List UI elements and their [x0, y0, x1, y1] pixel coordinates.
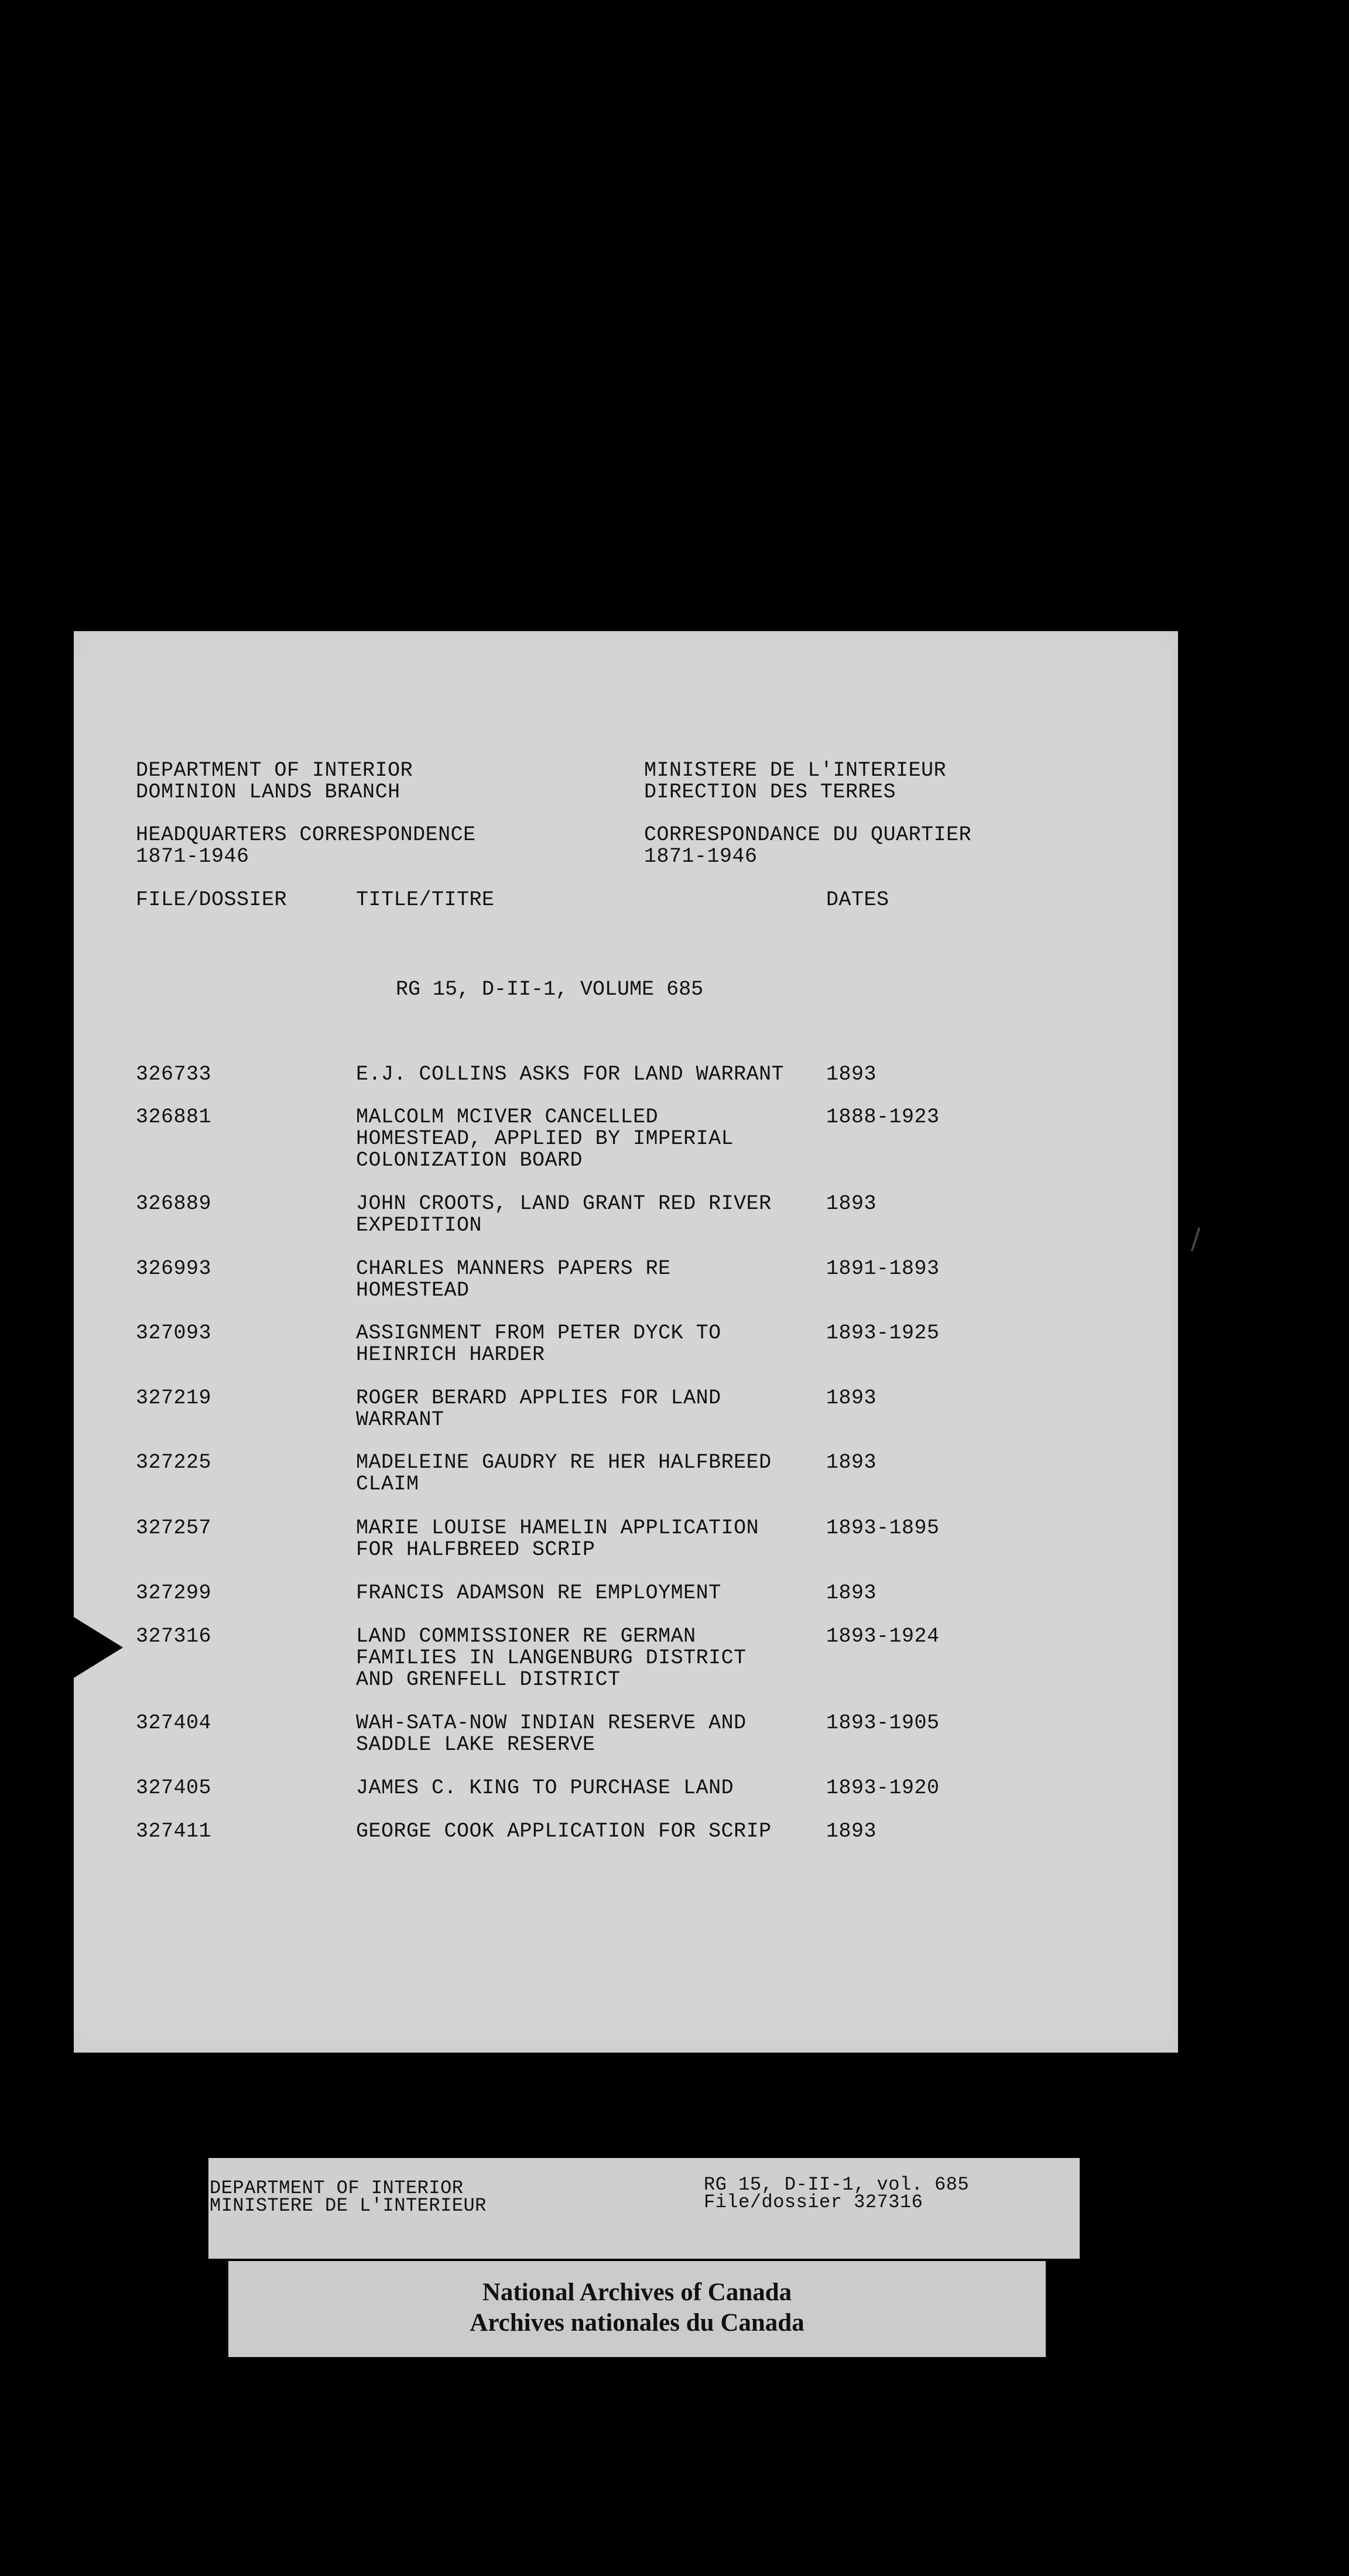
file-label-strip [208, 2158, 1080, 2259]
column-header-dates: DATES [826, 888, 889, 912]
row-file-number: 326881 [136, 1105, 212, 1129]
row-title-line: EXPEDITION [356, 1214, 482, 1237]
row-file-number: 327405 [136, 1776, 212, 1800]
row-title-line: JOHN CROOTS, LAND GRANT RED RIVER [356, 1192, 772, 1215]
branch-name-en: DOMINION LANDS BRANCH [136, 780, 400, 804]
file-label-file-number: File/dossier 327316 [704, 2191, 923, 2213]
row-title-line: HOMESTEAD [356, 1279, 470, 1302]
pen-mark [1191, 1227, 1201, 1251]
row-title-line: FOR HALFBREED SCRIP [356, 1538, 595, 1561]
series-title-en: HEADQUARTERS CORRESPONDENCE [136, 823, 476, 847]
file-label-dept-en: DEPARTMENT OF INTERIOR [210, 2177, 464, 2199]
row-title-line: WARRANT [356, 1408, 444, 1431]
row-title-line: MALCOLM MCIVER CANCELLED [356, 1105, 659, 1129]
row-title-line: FAMILIES IN LANGENBURG DISTRICT [356, 1646, 747, 1670]
row-title-line: CLAIM [356, 1472, 419, 1496]
row-title-line: FRANCIS ADAMSON RE EMPLOYMENT [356, 1581, 721, 1605]
row-title-line: HEINRICH HARDER [356, 1343, 545, 1366]
row-file-number: 327257 [136, 1516, 212, 1540]
row-file-number: 327404 [136, 1711, 212, 1735]
row-file-number: 327225 [136, 1451, 212, 1474]
archives-name-en: National Archives of Canada [482, 2279, 792, 2306]
row-title-line: GEORGE COOK APPLICATION FOR SCRIP [356, 1820, 772, 1843]
dept-name-en: DEPARTMENT OF INTERIOR [136, 759, 413, 782]
row-title-line: JAMES C. KING TO PURCHASE LAND [356, 1776, 734, 1800]
row-file-number: 327299 [136, 1581, 212, 1605]
row-dates: 1893 [826, 1063, 877, 1086]
row-dates: 1893 [826, 1451, 877, 1474]
row-file-number: 327411 [136, 1820, 212, 1843]
row-title-line: LAND COMMISSIONER RE GERMAN [356, 1625, 696, 1648]
row-file-number: 326889 [136, 1192, 212, 1215]
row-dates: 1893-1905 [826, 1711, 940, 1735]
row-dates: 1893-1925 [826, 1321, 940, 1345]
row-file-number: 326733 [136, 1063, 212, 1086]
page-notch [74, 1617, 123, 1678]
row-title-line: MARIE LOUISE HAMELIN APPLICATION [356, 1516, 759, 1540]
archives-stamp [228, 2261, 1046, 2357]
row-dates: 1893-1924 [826, 1625, 940, 1648]
row-file-number: 327093 [136, 1321, 212, 1345]
row-dates: 1893 [826, 1820, 877, 1843]
row-dates: 1891-1893 [826, 1257, 940, 1280]
column-header-title: TITLE/TITRE [356, 888, 495, 912]
file-label-dept-fr: MINISTERE DE L'INTERIEUR [210, 2195, 487, 2217]
row-title-line: COLONIZATION BOARD [356, 1149, 583, 1172]
row-dates: 1888-1923 [826, 1105, 940, 1129]
row-title-line: ASSIGNMENT FROM PETER DYCK TO [356, 1321, 721, 1345]
row-dates: 1893 [826, 1386, 877, 1410]
row-title-line: WAH-SATA-NOW INDIAN RESERVE AND [356, 1711, 747, 1735]
volume-reference: RG 15, D-II-1, VOLUME 685 [396, 978, 704, 1001]
archives-name-fr: Archives nationales du Canada [470, 2309, 804, 2337]
row-title-line: CHARLES MANNERS PAPERS RE [356, 1257, 671, 1280]
row-title-line: HOMESTEAD, APPLIED BY IMPERIAL [356, 1127, 734, 1150]
row-title-line: E.J. COLLINS ASKS FOR LAND WARRANT [356, 1063, 785, 1086]
row-dates: 1893 [826, 1192, 877, 1215]
row-title-line: AND GRENFELL DISTRICT [356, 1668, 621, 1691]
row-file-number: 327219 [136, 1386, 212, 1410]
row-dates: 1893-1895 [826, 1516, 940, 1540]
row-dates: 1893-1920 [826, 1776, 940, 1800]
row-dates: 1893 [826, 1581, 877, 1605]
row-title-line: SADDLE LAKE RESERVE [356, 1733, 595, 1756]
branch-name-fr: DIRECTION DES TERRES [644, 780, 896, 804]
row-file-number: 327316 [136, 1625, 212, 1648]
row-title-line: ROGER BERARD APPLIES FOR LAND [356, 1386, 721, 1410]
series-dates-en: 1871-1946 [136, 845, 249, 868]
series-dates-fr: 1871-1946 [644, 845, 758, 868]
file-label-volume: RG 15, D-II-1, vol. 685 [704, 2174, 970, 2195]
row-title-line: MADELEINE GAUDRY RE HER HALFBREED [356, 1451, 772, 1474]
column-header-file: FILE/DOSSIER [136, 888, 287, 912]
series-title-fr: CORRESPONDANCE DU QUARTIER [644, 823, 972, 847]
dept-name-fr: MINISTERE DE L'INTERIEUR [644, 759, 947, 782]
row-file-number: 326993 [136, 1257, 212, 1280]
